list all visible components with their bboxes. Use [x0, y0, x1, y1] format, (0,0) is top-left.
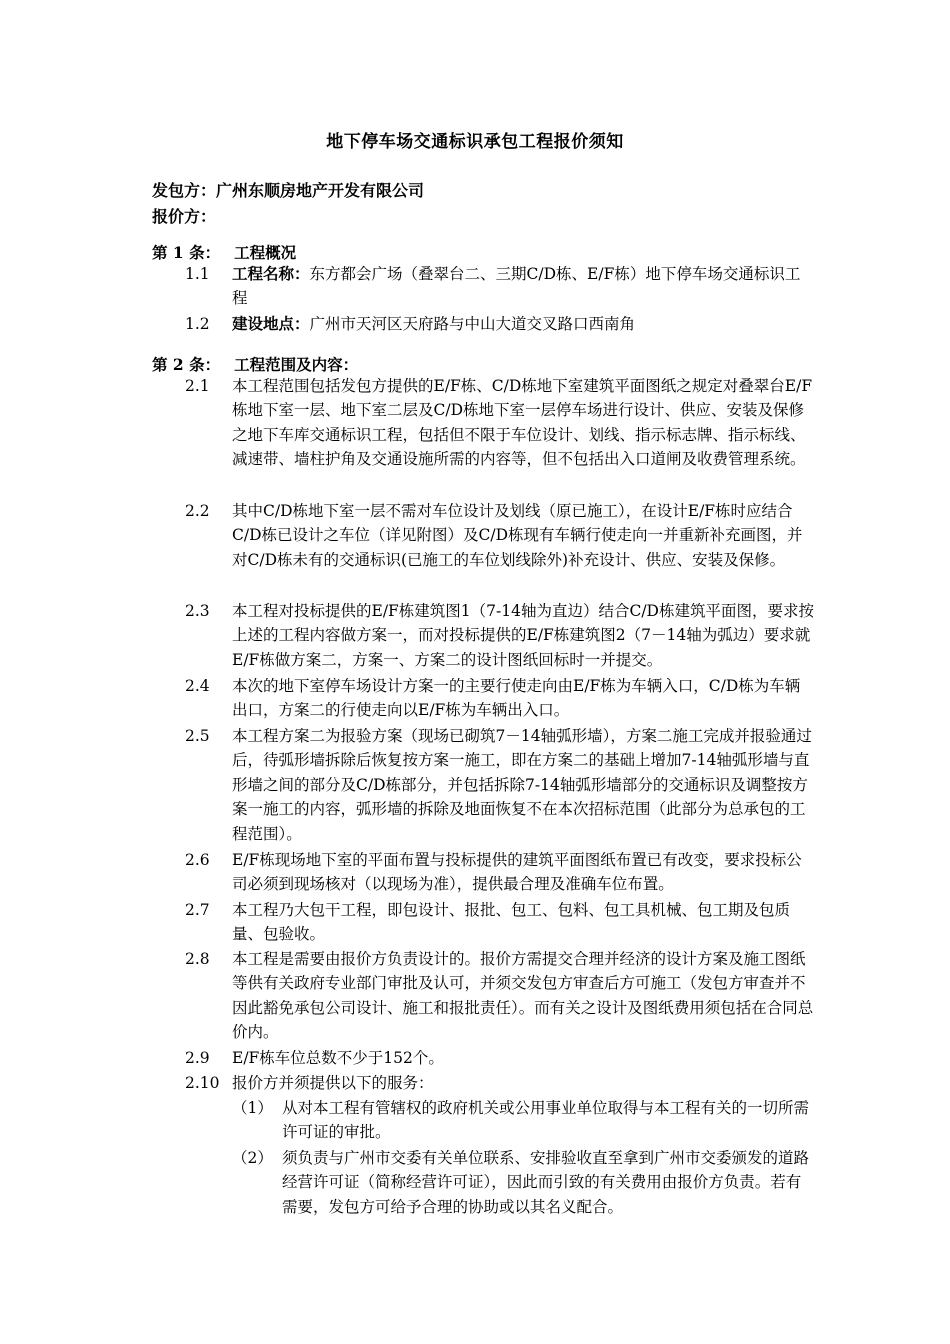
clause-key: 建设地点： — [232, 314, 310, 333]
clause-number: 2.6 — [185, 851, 210, 869]
clause-text: 本工程方案二为报验方案（现场已砌筑7－14轴弧形墙），方案二施工完成并报验通过后，待弧形墙拆除后恢复按方案一施工，即在方案二的基础上增加7-14轴弧形墙与直形墙之间的部分及C/D栋部分，并包括拆除7-14轴弧形墙部分的交通标识及调整按方案一施工的内容，弧形墙的拆除及地面恢复不在本次招标范围（此部分为总承包的工程范围）。 — [232, 727, 812, 843]
clause-text: 本工程对投标提供的E/F栋建筑图1（7-14轴为直边）结合C/D栋建筑平面图，要求按上述的工程内容做方案一，而对投标提供的E/F栋建筑图2（7－14轴为弧边）要求就E/F栋做方案二，方案一、方案二的设计图纸回标时一并提交。 — [232, 602, 814, 669]
document-title: 地下停车场交通标识承包工程报价须知 — [326, 132, 624, 152]
clause-text: 本工程范围包括发包方提供的E/F栋、C/D栋地下室建筑平面图纸之规定对叠翠台E/F栋地下室一层、地下室二层及C/D栋地下室一层停车场进行设计、供应、安装及保修之地下车库交通标识工程，包括但不限于车位设计、划线、指示标志牌、指示标线、减速带、墙柱护角及交通设施所需的内容等，但不包括出入口道闸及收费管理系统。 — [232, 377, 813, 469]
subitem-number: （2） — [232, 1149, 273, 1167]
subitem-text: 须负责与广州市交委有关单位联系、安排验收直至拿到广州市交委颁发的道路经营许可证（简称经营许可证），因此而引致的有关费用由报价方负责。若有需要，发包方可给予合理的协助或以其名义配合。 — [282, 1149, 810, 1216]
clause-number: 2.8 — [185, 950, 210, 968]
clause-number: 2.4 — [185, 677, 210, 695]
clause-number: 2.2 — [185, 502, 210, 520]
clause-text: 工程名称：东方都会广场（叠翠台二、三期C/D栋、E/F栋）地下停车场交通标识工程 — [232, 264, 801, 308]
bidder-label: 报价方： — [152, 207, 217, 226]
clause-number: 2.1 — [185, 377, 210, 395]
article-2-heading — [152, 353, 358, 375]
employer-label: 发包方： — [152, 181, 217, 200]
subitem-text: 从对本工程有管辖权的政府机关或公用事业单位取得与本工程有关的一切所需许可证的审批。 — [282, 1099, 810, 1142]
article-title: 工程概况 — [234, 243, 297, 262]
article-1-heading — [152, 241, 296, 263]
employer-name: 广州东顺房地产开发有限公司 — [216, 181, 425, 200]
clause-text: 本次的地下室停车场设计方案一的主要行使走向由E/F栋为车辆入口，C/D栋为车辆出口，方案二的行使走向以E/F栋为车辆出入口。 — [232, 677, 801, 720]
clause-number: 2.10 — [185, 1074, 220, 1092]
clause-text: 报价方并须提供以下的服务： — [232, 1074, 434, 1092]
article-title: 工程范围及内容： — [234, 355, 359, 374]
clause-number: 1.1 — [185, 265, 210, 283]
clause-number: 2.5 — [185, 727, 210, 745]
article-label: 第 2 条： — [152, 355, 221, 374]
clause-text: E/F栋车位总数不少于152个。 — [232, 1049, 444, 1067]
clause-text: E/F栋现场地下室的平面布置与投标提供的建筑平面图纸布置已有改变，要求投标公司必须到现场核对（以现场为准），提供最合理及准确车位布置。 — [232, 851, 802, 894]
clause-number: 1.2 — [185, 315, 210, 333]
clause-text: 其中C/D栋地下室一层不需对车位设计及划线（原已施工），在设计E/F栋时应结合C/D栋已设计之车位（详见附图）及C/D栋现有车辆行使走向一并重新补充画图，并对C/D栋未有的交通标识(已施工的车位划线除外)补充设计、供应、安装及保修。 — [232, 502, 803, 569]
clause-key: 工程名称： — [232, 264, 310, 283]
clause-text: 建设地点：广州市天河区天府路与中山大道交叉路口西南角 — [232, 314, 636, 333]
bidder-line — [152, 204, 216, 227]
clause-number: 2.7 — [185, 901, 210, 919]
article-label: 第 1 条： — [152, 243, 221, 262]
clause-text: 本工程是需要由报价方负责设计的。报价方需提交合理并经济的设计方案及施工图纸等供有关政府专业部门审批及认可，并须交发包方审查后方可施工（发包方审查并不因此豁免承包公司设计、施工和报批责任）。而有关之设计及图纸费用须包括在合同总价内。 — [232, 950, 814, 1042]
clause-number: 2.9 — [185, 1049, 210, 1067]
employer-line — [152, 178, 424, 201]
clause-text: 本工程乃大包干工程，即包设计、报批、包工、包料、包工具机械、包工期及包质量、包验收。 — [232, 901, 791, 944]
clause-number: 2.3 — [185, 602, 210, 620]
subitem-number: （1） — [232, 1099, 273, 1117]
